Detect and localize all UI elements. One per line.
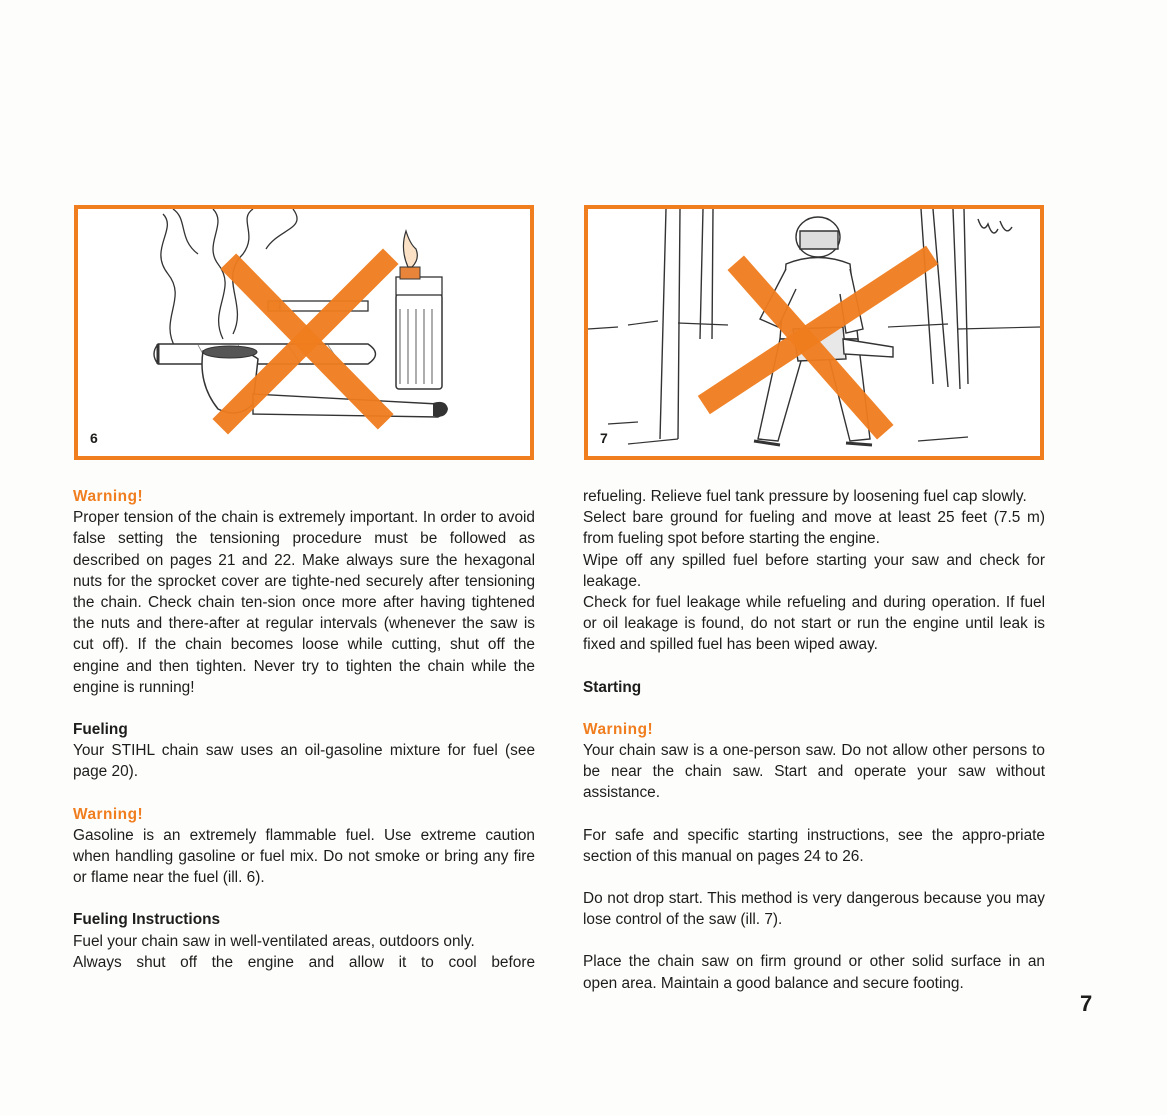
- fueling-instructions-text: Always shut off the engine and allow it to cool before: [73, 953, 535, 971]
- page-number: 7: [1080, 991, 1093, 1016]
- starting-heading: Starting: [583, 678, 642, 696]
- figure-6-no-smoking: [74, 205, 534, 460]
- figure-7-no-drop-start: [584, 205, 1044, 460]
- wipe-fuel-text: Wipe off any spilled fuel before starting your saw and check for leakage.: [583, 551, 1045, 590]
- firm-ground-text: Place the chain saw on firm ground or other solid surface in an open area. Maintain a good balance and secure footing.: [583, 953, 1045, 992]
- warning-label: Warning!: [73, 805, 144, 823]
- fueling-instructions-heading: Fueling Instructions: [73, 911, 221, 929]
- cigar-icon: [154, 344, 376, 364]
- bare-ground-text: Select bare ground for fueling and move at least 25 feet (7.5 m) from fueling spot before starting the engine.: [583, 509, 1045, 548]
- left-column: [73, 486, 535, 973]
- right-column: [583, 486, 1045, 994]
- one-person-saw-warning-text: Your chain saw is a one-person saw. Do not allow other persons to be near the chain saw. Start and operate your saw without assistance.: [583, 742, 1045, 802]
- warning-label: Warning!: [583, 720, 654, 738]
- drop-start-illustration: [588, 209, 1040, 456]
- warning-label: Warning!: [73, 488, 144, 505]
- lighter-icon: [396, 231, 442, 389]
- leakage-text: Check for fuel leakage while refueling and during operation. If fuel or oil leakage is found, do not start or run the engine until leak is fixed and spilled fuel has been wiped away.: [583, 594, 1045, 654]
- prohibition-cross-icon: [228, 264, 383, 419]
- fueling-instructions-text: Fuel your chain saw in well-ventilated areas, outdoors only.: [73, 932, 475, 950]
- refueling-text: refueling. Relieve fuel tank pressure by loosening fuel cap slowly.: [583, 488, 1027, 505]
- chain-tension-warning-text: Proper tension of the chain is extremely important. In order to avoid false setting the tensioning procedure must be followed as described on pages 21 and 22. Make always sure the hexagonal nuts for the sprocket cover are tighte-ned securely after tensioning the chain. Check chain ten-sion once more after having tightened the nuts and there-after at regular intervals (whenever the saw is cut off). If the chain becomes loose while cutting, shut off the engine and then tighten. Never try to tighten the chain while the engine is running!: [73, 509, 535, 696]
- gasoline-warning-text: Gasoline is an extremely flammable fuel. Use extreme caution when handling gasoline or fuel mix. Do not smoke or bring any fire or flame near the fuel (ill. 6).: [73, 826, 535, 887]
- fueling-heading: Fueling: [73, 721, 128, 739]
- drop-start-text: Do not drop start. This method is very dangerous because you may lose control of the saw (ill. 7).: [583, 890, 1045, 929]
- smoke-icon: [161, 209, 297, 349]
- figure-number: 6: [90, 430, 98, 446]
- figure-number: 7: [600, 430, 608, 446]
- fueling-text: Your STIHL chain saw uses an oil-gasoline mixture for fuel (see page 20).: [73, 742, 535, 781]
- starting-instructions-text: For safe and specific starting instructions, see the appro-priate section of this manual on pages 24 to 26.: [583, 826, 1045, 865]
- no-smoking-illustration: [78, 209, 530, 456]
